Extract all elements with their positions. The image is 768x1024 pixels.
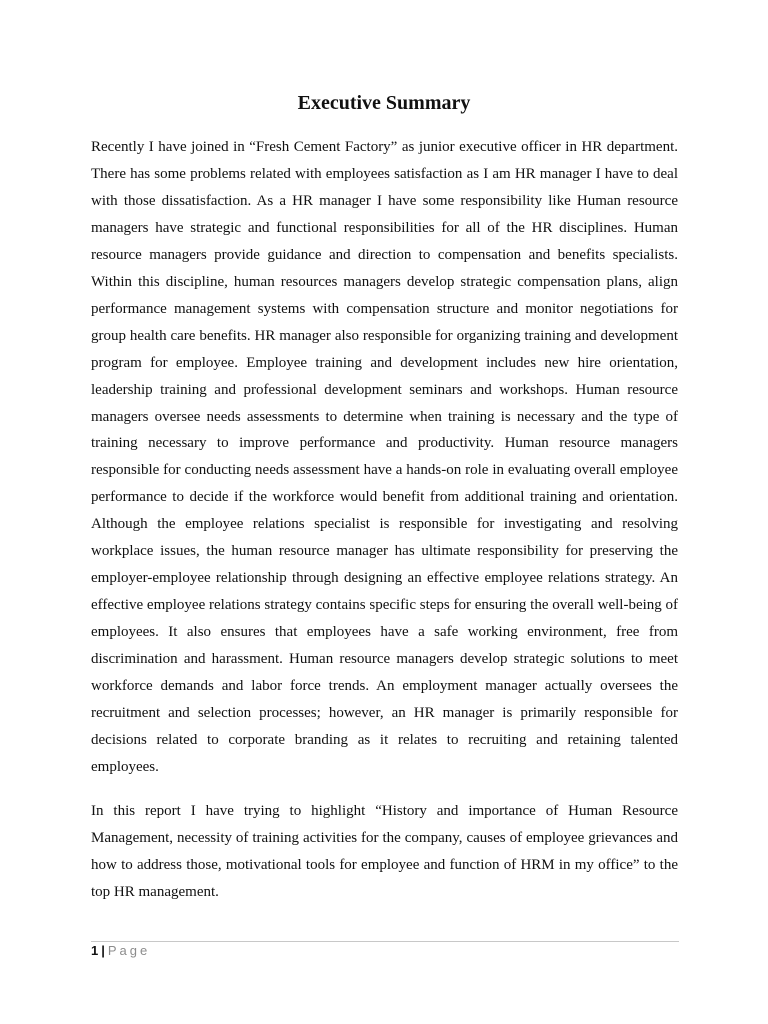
page-number: 1 — [91, 943, 99, 958]
footer-separator: | — [101, 943, 105, 958]
page-footer — [91, 943, 150, 958]
footer-divider — [91, 941, 679, 942]
page-label: Page — [107, 943, 151, 958]
paragraph-intro: Recently I have joined in “Fresh Cement Factory” as junior executive officer in HR department. There has some problems related with employees satisfaction as I am HR manager I have to deal with those dissatisfaction. As a HR manager I have some responsibility like Human resource managers have strategic and functional responsibilities for all of the HR disciplines. Human resource managers provide guidance and direction to compensation and benefits specialists. Within this discipline, human resources managers develop strategic compensation plans, align performance management systems with compensation structure and monitor negotiations for group health care benefits. HR manager also responsible for organizing training and development program for employee. Employee training and development includes new hire orientation, leadership training and professional development seminars and workshops. Human resource managers oversee needs assessments to determine when training is necessary and the type of training necessary to improve performance and productivity. Human resource managers responsible for conducting needs assessment have a hands-on role in evaluating overall employee performance to decide if the workforce would benefit from additional training and orientation. Although the employee relations specialist is responsible for investigating and resolving workplace issues, the human resource manager has ultimate responsibility for preserving the employer-employee relationship through designing an effective employee relations strategy. An effective employee relations strategy contains specific steps for ensuring the overall well-being of employees. It also ensures that employees have a safe working environment, free from discrimination and harassment. Human resource managers develop strategic solutions to meet workforce demands and labor force trends. An employment manager actually oversees the recruitment and selection processes; however, an HR manager is primarily responsible for decisions related to corporate branding as it relates to recruiting and retaining talented employees. — [91, 139, 679, 775]
document-title: Executive Summary — [297, 92, 471, 114]
paragraph-report-scope: In this report I have trying to highlight “History and importance of Human Resource Management, necessity of training activities for the company, causes of employee grievances and how to address those, motivational tools for employee and function of HRM in my office” to the top HR management. — [91, 803, 678, 900]
